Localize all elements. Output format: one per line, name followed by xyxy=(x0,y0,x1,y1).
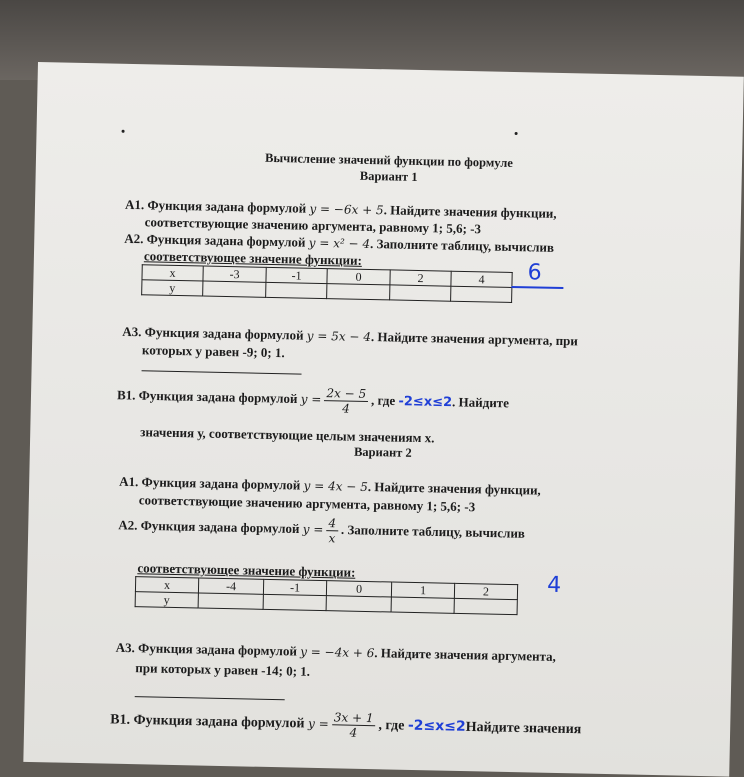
table-cell: 0 xyxy=(327,269,390,285)
speck xyxy=(515,132,518,135)
table-cell: x xyxy=(142,265,203,281)
speck xyxy=(122,130,125,133)
fraction: $\frac{3x + 1}{4}$ xyxy=(331,710,375,740)
v2-a3-line2: при которых у равен -14; 0; 1. xyxy=(135,660,311,679)
v1-a3-line2: которых у равен -9; 0; 1. xyxy=(141,342,285,361)
variant-1-heading: Вариант 1 xyxy=(359,168,418,184)
page-title: Вычисление значений функции по формуле xyxy=(264,150,514,170)
handwritten-range: -2≤x≤2 xyxy=(407,717,466,735)
table-cell: 2 xyxy=(454,583,517,599)
table-cell xyxy=(198,593,263,609)
worksheet-page xyxy=(23,62,744,777)
table-cell xyxy=(391,597,454,613)
table-cell: -1 xyxy=(266,267,327,283)
variant-2-heading: Вариант 2 xyxy=(353,444,412,460)
table-cell: -4 xyxy=(198,578,263,594)
v1-b1-line1: В1. Функция задана формулой y = $\frac{2x - 5}{4}$ , где -2≤x≤2. Найдите xyxy=(116,386,510,416)
v2-a1-line2: соответствующие значению аргумента, равному 1; 5,6; -3 xyxy=(138,492,476,515)
table-cell: x xyxy=(135,577,198,593)
v2-b1-line1: В1. Функция задана формулой y = $\frac{3x + 1}{4}$ , где -2≤x≤2Найдите значения xyxy=(110,710,582,740)
answer-line xyxy=(135,696,285,700)
table-cell: 0 xyxy=(326,581,391,597)
table-cell: y xyxy=(135,592,198,608)
v1-b1-line2: значения у, соответствующие целым значениям х. xyxy=(140,424,435,446)
table-cell xyxy=(266,282,327,298)
table-cell xyxy=(390,285,451,301)
v1-a1-line1: А1. Функция задана формулой y = −6x + 5. Найдите значения функции, xyxy=(124,196,557,221)
v2-a2-line2: соответствующее значение функции: xyxy=(137,560,356,580)
table-cell: -3 xyxy=(203,266,266,282)
v1-value-table xyxy=(141,264,513,303)
table-cell xyxy=(203,281,266,297)
v2-a1-line1: А1. Функция задана формулой y = 4x − 5. Найдите значения функции, xyxy=(119,473,541,498)
table-cell xyxy=(326,596,391,612)
table-cell: 1 xyxy=(391,582,454,598)
v2-a2-line1: А2. Функция задана формулой y = $\frac{4}{x}$ . Заполните таблицу, вычислив xyxy=(118,516,526,546)
v1-a2-line2: соответствующее значение функции: xyxy=(143,248,363,268)
table-cell: 2 xyxy=(390,270,451,286)
handwritten-number: 6 xyxy=(527,260,542,286)
table-cell: y xyxy=(142,280,203,296)
table-cell xyxy=(263,594,326,610)
answer-line xyxy=(142,370,302,374)
v2-value-table xyxy=(135,576,519,615)
table-cell xyxy=(454,598,517,614)
table-cell: -1 xyxy=(263,579,326,595)
table-cell: 4 xyxy=(451,271,512,287)
v1-a1-line2: соответствующие значению аргумента, равному 1; 5,6; -3 xyxy=(144,214,482,237)
handwritten-number: 4 xyxy=(546,572,562,599)
handwritten-range: -2≤x≤2 xyxy=(398,394,453,411)
v1-a3-line1: А3. Функция задана формулой y = 5x − 4. Найдите значения аргумента, при xyxy=(122,323,579,349)
table-cell xyxy=(327,284,390,300)
v1-a2-line1: А2. Функция задана формулой y = x² − 4. Заполните таблицу, вычислив xyxy=(124,230,555,255)
v2-a3-line1: А3. Функция задана формулой y = −4x + 6. Найдите значения аргумента, xyxy=(115,639,557,664)
table-cell xyxy=(451,286,512,302)
fraction: $\frac{2x - 5}{4}$ xyxy=(324,386,368,416)
handwritten-line xyxy=(511,286,563,289)
fraction: $\frac{4}{x}$ xyxy=(326,516,338,545)
